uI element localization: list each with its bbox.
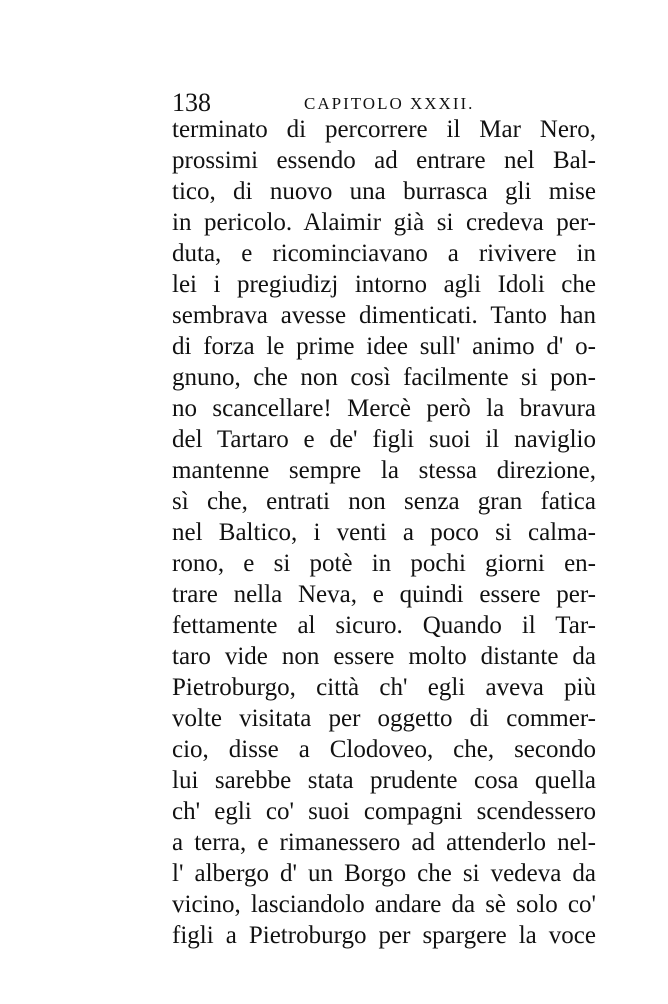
text-line: prossimi essendo ad entrare nel Bal- [172,147,596,174]
text-line: sembrava avesse dimenticati. Tanto han [172,302,596,329]
text-line: a terra, e rimanessero ad attenderlo nel- [172,829,596,856]
text-line: rono, e si potè in pochi giorni en- [172,550,596,577]
text-line: cio, disse a Clodoveo, che, secondo [172,736,596,763]
text-line: l' albergo d' un Borgo che si vedeva da [172,860,596,887]
text-line: tico, di nuovo una burrasca gli mise [172,178,596,205]
text-line: Pietroburgo, città ch' egli aveva più [172,674,596,701]
text-line: mantenne sempre la stessa direzione, [172,457,596,484]
text-line: lui sarebbe stata prudente cosa quella [172,767,596,794]
text-line: figli a Pietroburgo per spargere la voce [172,922,596,949]
text-line: sì che, entrati non senza gran fatica [172,488,596,515]
text-line: ch' egli co' suoi compagni scendessero [172,798,596,825]
text-line: di forza le prime idee sull' animo d' o- [172,333,596,360]
text-line: trare nella Neva, e quindi essere per- [172,581,596,608]
text-line: del Tartaro e de' figli suoi il naviglio [172,426,596,453]
text-line: nel Baltico, i venti a poco si calma- [172,519,596,546]
chapter-title: CAPITOLO XXXII. [304,94,475,113]
text-line: terminato di percorrere il Mar Nero, [172,116,596,143]
text-line: fettamente al sicuro. Quando il Tar- [172,612,596,639]
page-number: 138 [172,88,211,117]
text-line: volte visitata per oggetto di commer- [172,705,596,732]
body-text [172,114,596,951]
text-line: duta, e ricominciavano a rivivere in [172,240,596,267]
text-line: lei i pregiudizj intorno agli Idoli che [172,271,596,298]
text-line: vicino, lasciandolo andare da sè solo co' [172,891,596,918]
text-line: no scancellare! Mercè però la bravura [172,395,596,422]
text-line: gnuno, che non così facilmente si pon- [172,364,596,391]
text-line: in pericolo. Alaimir già si credeva per- [172,209,596,236]
text-line: taro vide non essere molto distante da [172,643,596,670]
